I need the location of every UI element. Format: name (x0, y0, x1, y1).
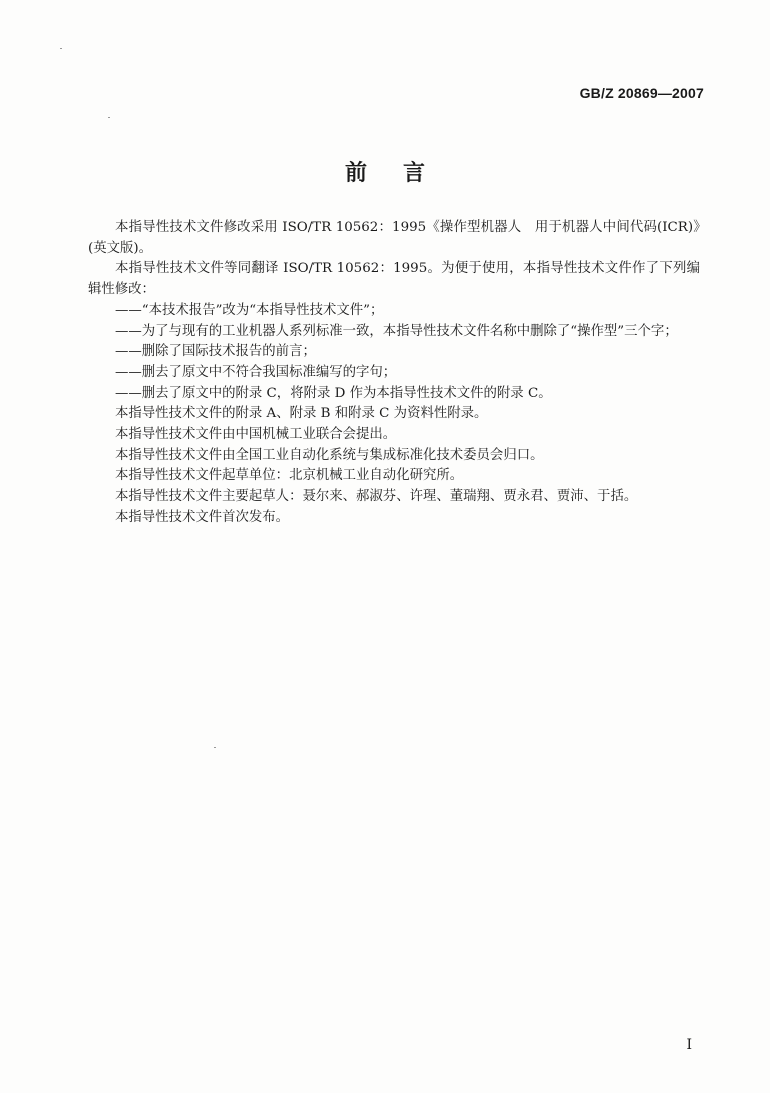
scan-speck (60, 48, 62, 49)
paragraph: 本指导性技术文件由中国机械工业联合会提出。 (115, 427, 397, 443)
paragraph: 本指导性技术文件等同翻译 ISO/TR 10562：1995。为便于使用，本指导性技术文件作了下列编辑性修改： (88, 261, 700, 298)
page-title: 前言 (344, 161, 461, 186)
paragraph: 本指导性技术文件由全国工业自动化系统与集成标准化技术委员会归口。 (115, 447, 544, 463)
paragraph: 本指导性技术文件的附录 A、附录 B 和附录 C 为资料性附录。 (115, 406, 488, 422)
scan-speck (108, 117, 110, 118)
document-body (88, 218, 700, 529)
page-number: I (686, 1037, 692, 1053)
paragraph: 本指导性技术文件主要起草人：聂尔来、郝淑芬、许瑆、董瑞翔、贾永君、贾沛、于括。 (115, 489, 638, 505)
scan-speck (214, 747, 216, 748)
list-item: ——为了与现有的工业机器人系列标准一致，本指导性技术文件名称中删除了“操作型”三个字； (115, 323, 678, 339)
paragraph: 本指导性技术文件修改采用 ISO/TR 10562：1995《操作型机器人 用于机器人中间代码(ICR)》(英文版)。 (88, 220, 700, 256)
paragraph: 本指导性技术文件起草单位：北京机械工业自动化研究所。 (115, 468, 464, 484)
standard-code: GB/Z 20869—2007 (579, 85, 704, 101)
list-item: ——“本技术报告”改为“本指导性技术文件”； (115, 302, 384, 318)
list-item: ——删去了原文中的附录 C，将附录 D 作为本指导性技术文件的附录 C。 (115, 385, 552, 401)
list-item: ——删除了国际技术报告的前言； (115, 344, 316, 360)
paragraph: 本指导性技术文件首次发布。 (115, 509, 290, 525)
list-item: ——删去了原文中不符合我国标准编写的字句； (115, 364, 397, 380)
